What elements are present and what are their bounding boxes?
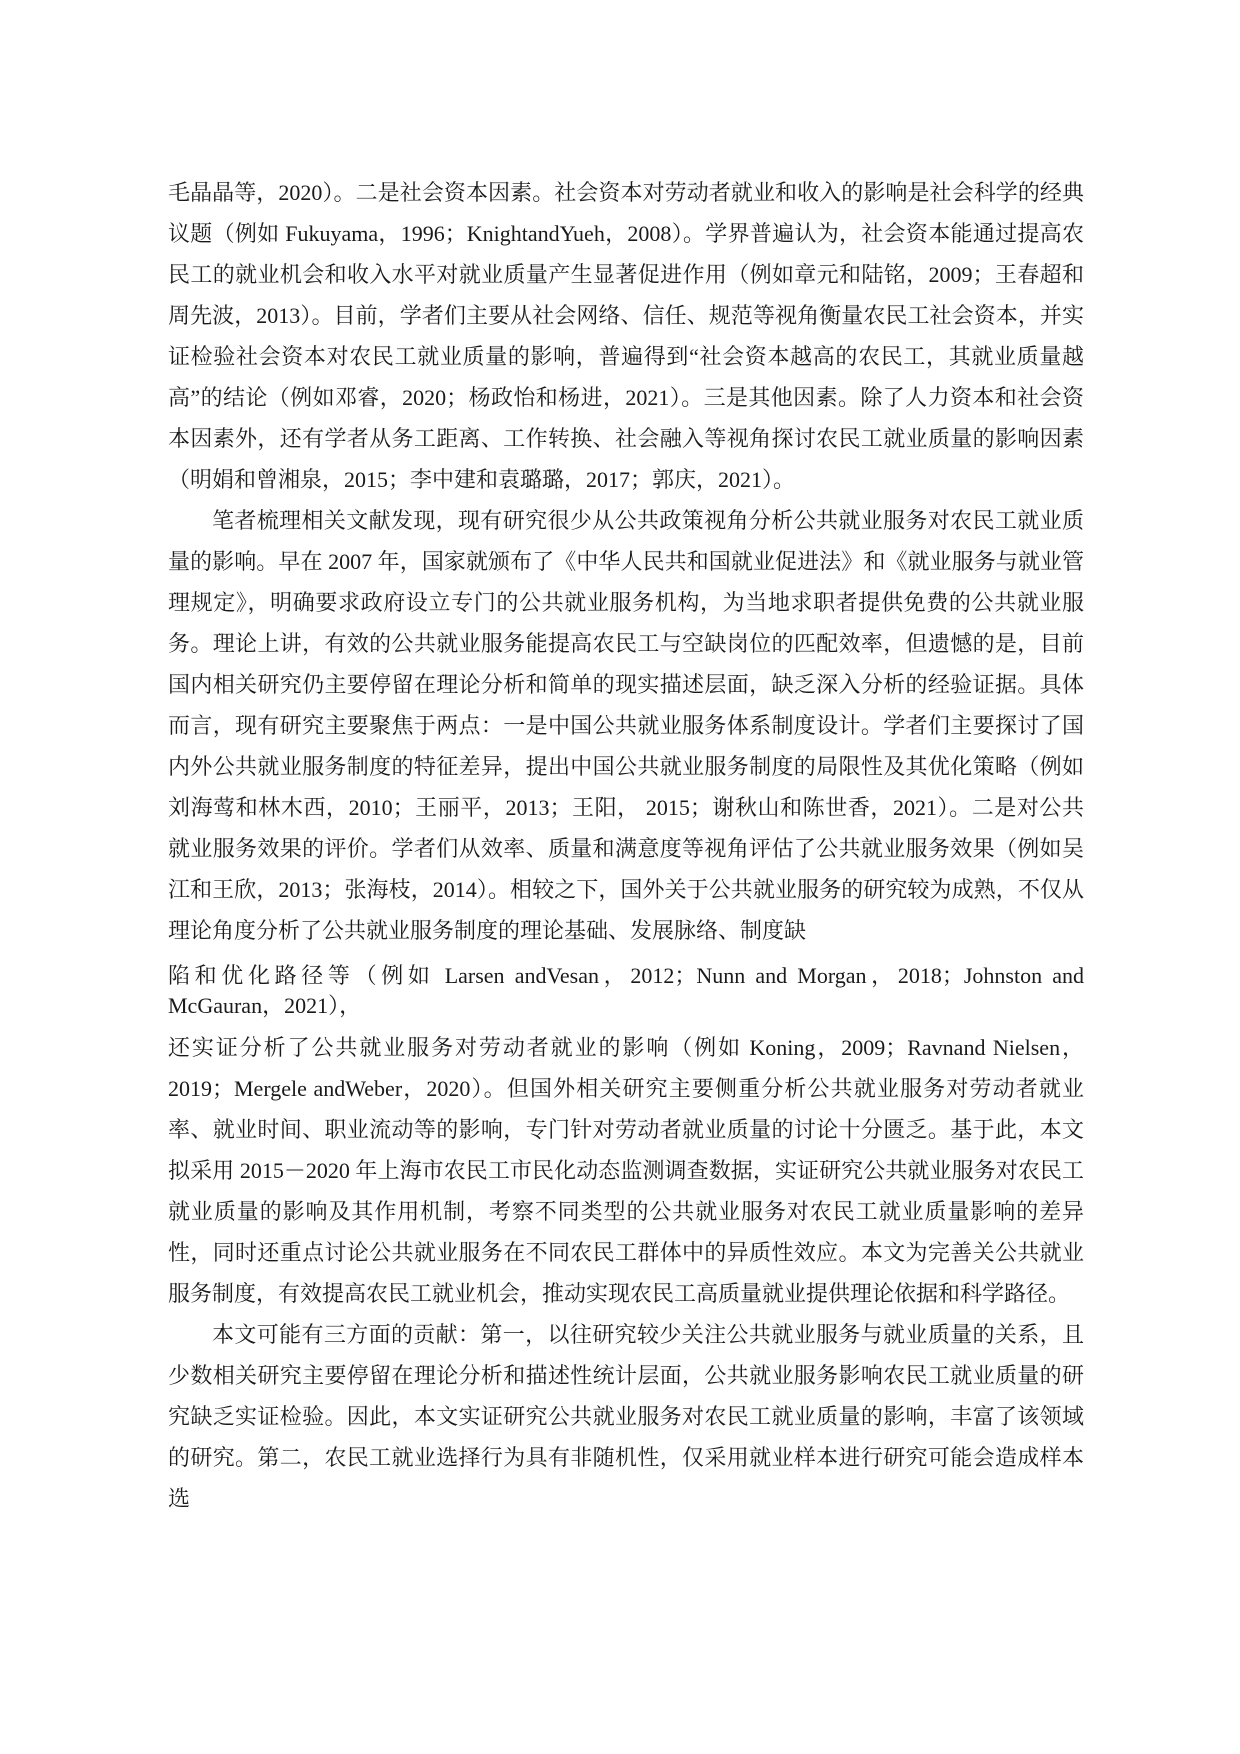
paragraph-continuation: 毛晶晶等，2020）。二是社会资本因素。社会资本对劳动者就业和收入的影响是社会科学的经典议题（例如 Fukuyama，1996；KnightandYueh，2008）。学界普遍认为，社会资本能通过提高农民工的就业机会和收入水平对就业质量产生显著促进作用（例如章元和陆铭，2009；王春超和周先波，2013）。目前，学者们主要从社会网络、信任、规范等视角衡量农民工社会资本，并实证检验社会资本对农民工就业质量的影响，普遍得到“社会资本越高的农民工，其就业质量越高”的结论（例如邓睿，2020；杨政怡和杨进，2021）。三是其他因素。除了人力资本和社会资本因素外，还有学者从务工距离、工作转换、社会融入等视角探讨农民工就业质量的影响因素（明娟和曾湘泉，2015；李中建和袁璐璐，2017；郭庆，2021）。 [168,180,1084,492]
body-text [168,172,1084,1519]
paragraph-reference-fragment: 陷和优化路径等（例如 Larsen andVesan，2012；Nunn and Morgan，2018；Johnston and McGauran，2021）， [168,963,1084,1018]
paragraph-empirical-analysis: 还实证分析了公共就业服务对劳动者就业的影响（例如 Koning，2009；Ravnand Nielsen，2019；Mergele andWeber，2020）。但国外相关研究主要侧重分析公共就业服务对劳动者就业率、就业时间、职业流动等的影响，专门针对劳动者就业质量的讨论十分匮乏。基于此，本文拟采用 2015－2020 年上海市农民工市民化动态监测调查数据，实证研究公共就业服务对农民工就业质量的影响及其作用机制，考察不同类型的公共就业服务对农民工就业质量影响的差异性，同时还重点讨论公共就业服务在不同农民工群体中的异质性效应。本文为完善关公共就业服务制度，有效提高农民工就业机会，推动实现农民工高质量就业提供理论依据和科学路径。 [168,1035,1084,1306]
paragraph-literature-gap: 笔者梳理相关文献发现，现有研究很少从公共政策视角分析公共就业服务对农民工就业质量的影响。早在 2007 年，国家就颁布了《中华人民共和国就业促进法》和《就业服务与就业管理规定》，明确要求政府设立专门的公共就业服务机构，为当地求职者提供免费的公共就业服务。理论上讲，有效的公共就业服务能提高农民工与空缺岗位的匹配效率，但遗憾的是，目前国内相关研究仍主要停留在理论分析和简单的现实描述层面，缺乏深入分析的经验证据。具体而言，现有研究主要聚焦于两点：一是中国公共就业服务体系制度设计。学者们主要探讨了国内外公共就业服务制度的特征差异，提出中国公共就业服务制度的局限性及其优化策略（例如刘海莺和林木西，2010；王丽平，2013；王阳， 2015；谢秋山和陈世香，2021）。二是对公共就业服务效果的评价。学者们从效率、质量和满意度等视角评估了公共就业服务效果（例如吴江和王欣，2013；张海枝，2014）。相较之下，国外关于公共就业服务的研究较为成熟，不仅从理论角度分析了公共就业服务制度的理论基础、发展脉络、制度缺 [168,508,1084,943]
paragraph-contributions: 本文可能有三方面的贡献：第一，以往研究较少关注公共就业服务与就业质量的关系，且少数相关研究主要停留在理论分析和描述性统计层面，公共就业服务影响农民工就业质量的研究缺乏实证检验。因此，本文实证研究公共就业服务对农民工就业质量的影响，丰富了该领域的研究。第二，农民工就业选择行为具有非随机性，仅采用就业样本进行研究可能会造成样本选 [168,1322,1084,1511]
